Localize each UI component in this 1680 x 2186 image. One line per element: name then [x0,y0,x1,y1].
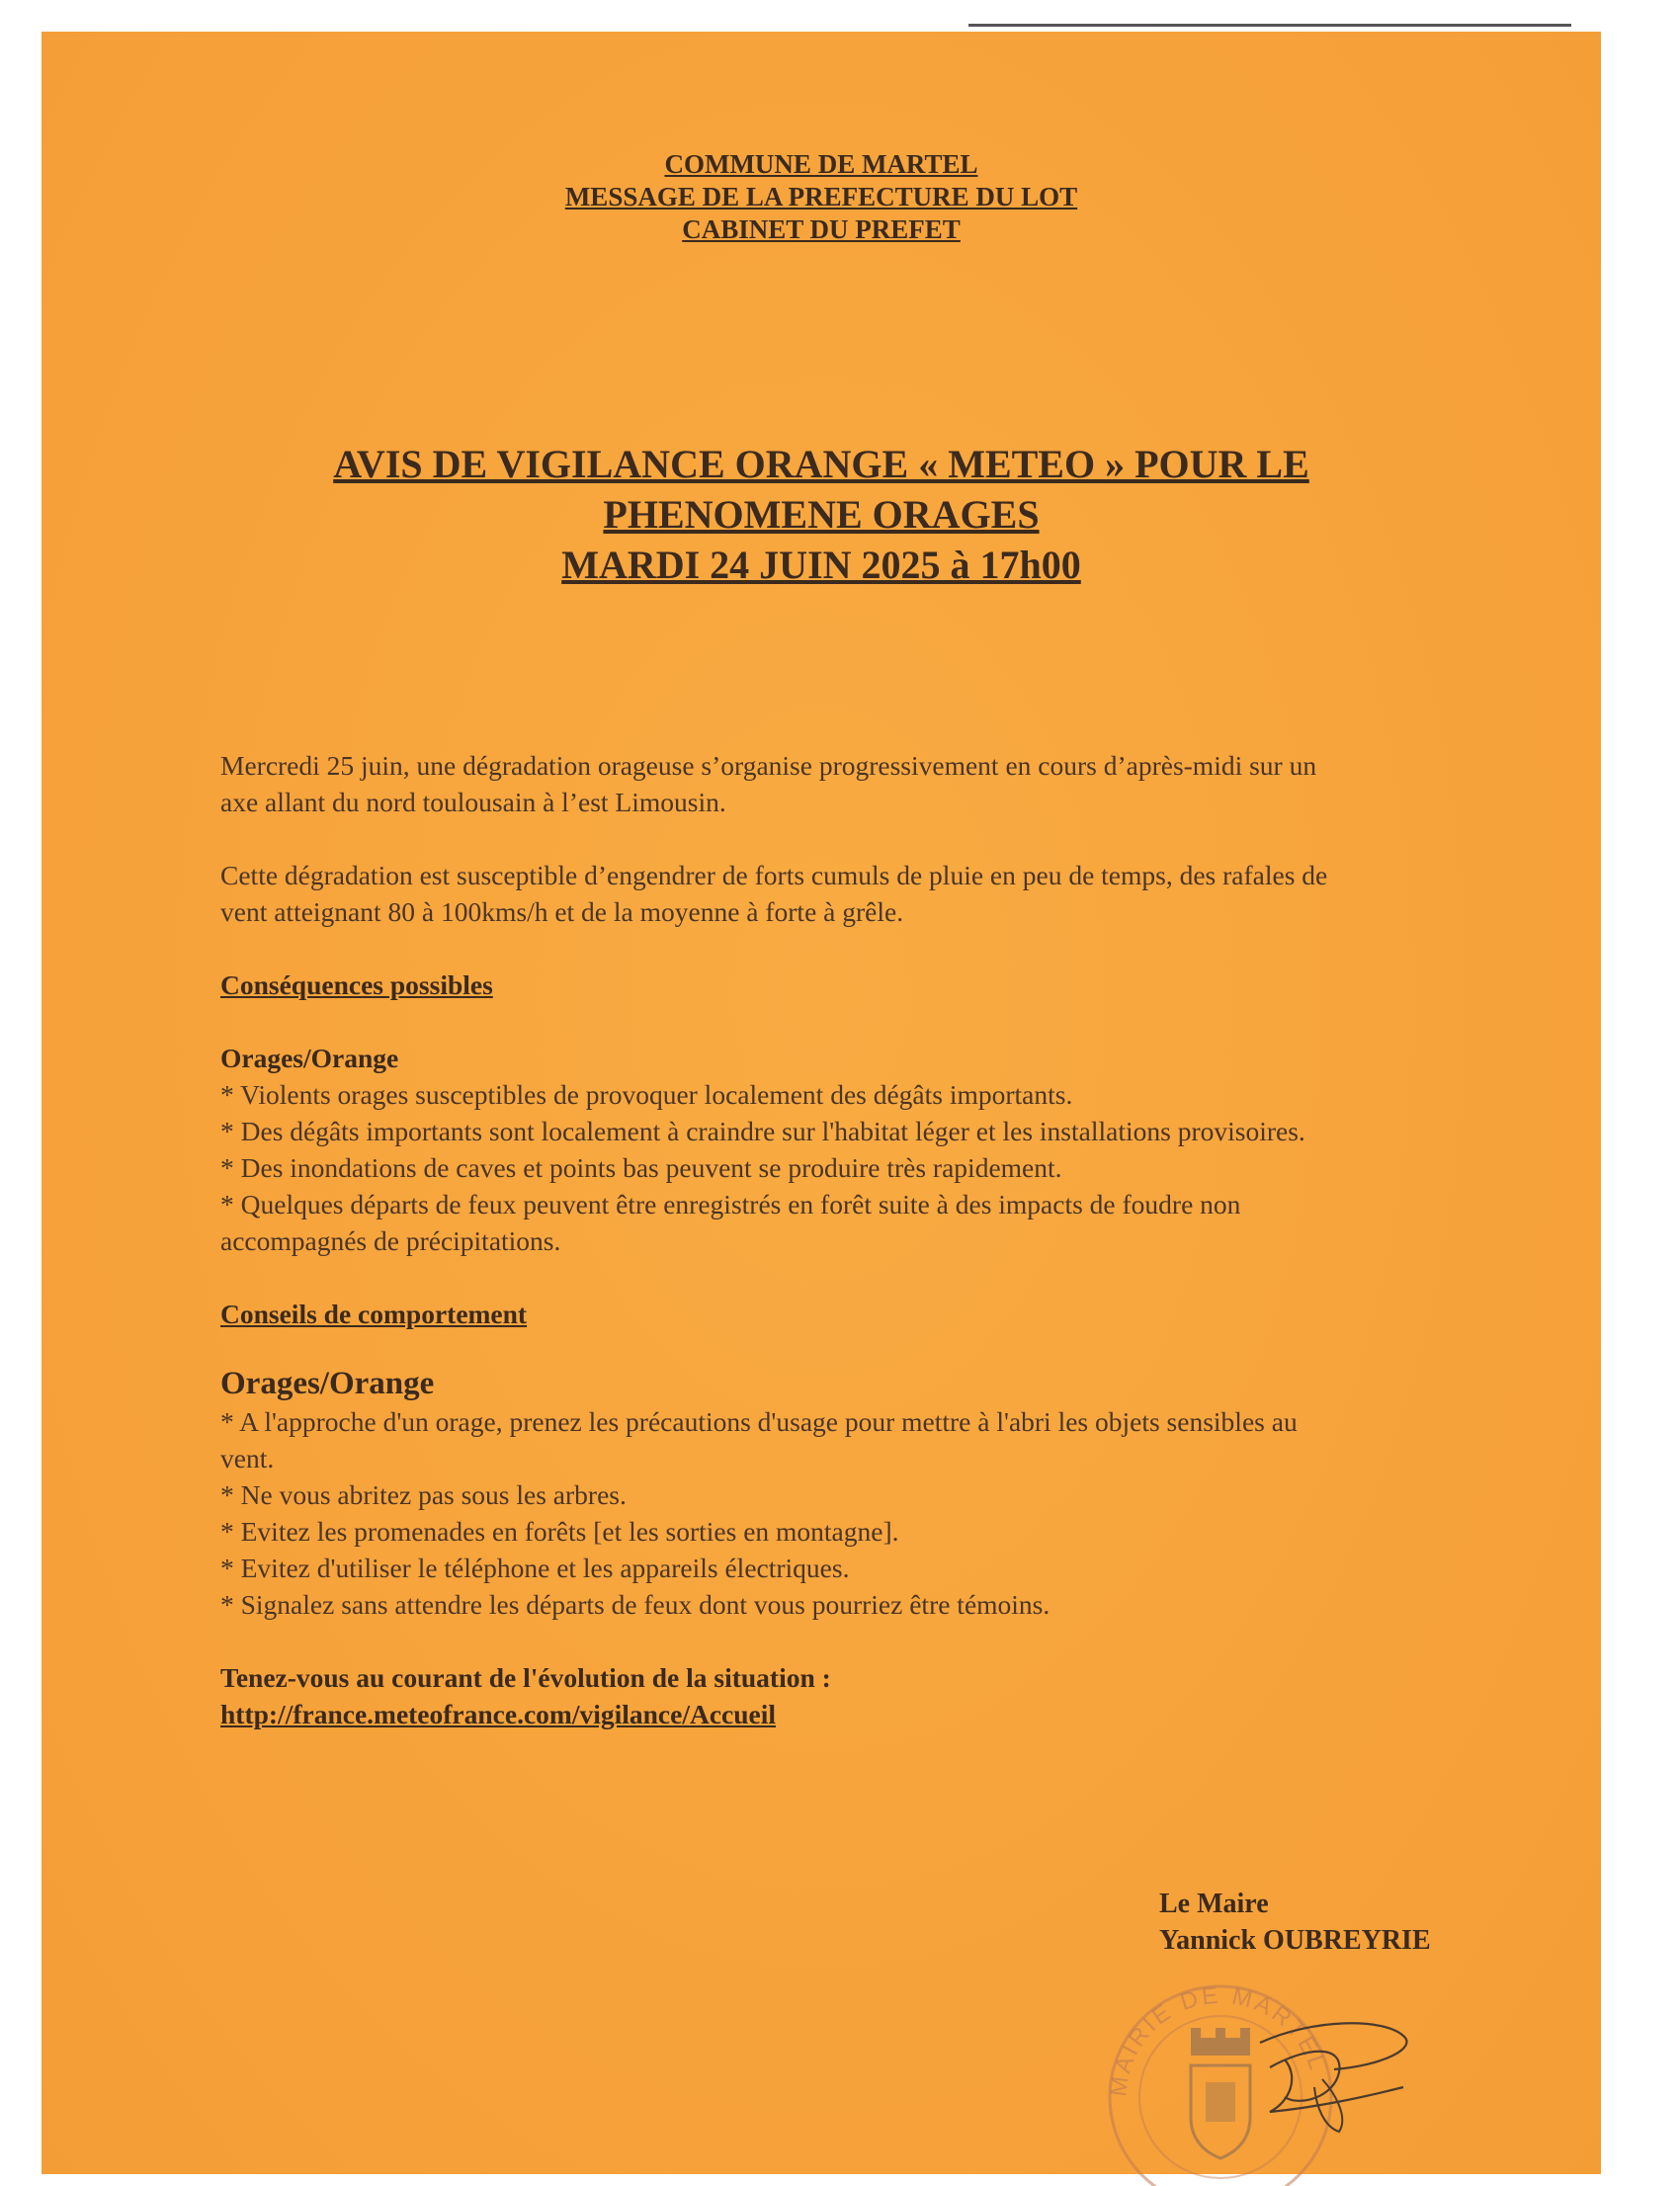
list-item: * Quelques départs de feux peuvent être enregistrés en forêt suite à des impacts de foudre non [220,1189,1241,1219]
advice-heading: Conseils de comportement [220,1299,528,1329]
title-line-3: MARDI 24 JUIN 2025 à 17h00 [561,543,1081,587]
consequences-list [220,1076,1574,1259]
document-body [220,747,1574,1732]
header-block [42,148,1601,246]
crown-icon [1191,2028,1250,2056]
stamp-text: MAIRIE DE MARTEL [1105,1981,1332,2098]
intro-paragraph-2 [220,857,1574,930]
list-item: * Violents orages susceptibles de provoquer localement des dégâts importants. [220,1079,1073,1110]
list-item: * A l'approche d'un orage, prenez les précautions d'usage pour mettre à l'abri les objets sensibles au [220,1406,1298,1437]
signature-scribble [1260,2023,1407,2132]
header-commune: COMMUNE DE MARTEL [664,149,978,179]
info-text: Tenez-vous au courant de l'évolution de la situation : [220,1662,831,1693]
mairie-stamp [1087,1949,1423,2186]
title-line-2: PHENOMENE ORAGES [603,492,1040,537]
list-item: * Ne vous abritez pas sous les arbres. [220,1479,627,1510]
coat-of-arms-icon [1191,2065,1250,2158]
list-item: * Evitez les promenades en forêts [et les sorties en montagne]. [220,1516,899,1547]
mayor-role: Le Maire [1159,1889,1269,1919]
signature-block [1159,1886,1431,1959]
list-item: accompagnés de précipitations. [220,1225,561,1256]
advice-subheading: Orages/Orange [220,1366,435,1401]
list-item: vent. [220,1443,275,1473]
scan-edge-line [968,24,1571,27]
list-item: * Des inondations de caves et points bas peuvent se produire très rapidement. [220,1152,1062,1183]
list-item: * Des dégâts importants sont localement à craindre sur l'habitat léger et les installations provisoires. [220,1116,1305,1146]
title-line-1: AVIS DE VIGILANCE ORANGE « METEO » POUR LE [333,442,1309,486]
consequences-heading: Conséquences possibles [220,969,493,1000]
intro-p1-line-2: axe allant du nord toulousain à l’est Limousin. [220,787,726,817]
intro-p2-line-1: Cette dégradation est susceptible d’engendrer de forts cumuls de pluie en peu de temps, des rafales de [220,860,1328,890]
mayor-name: Yannick OUBREYRIE [1159,1925,1431,1956]
intro-p1-line-1: Mercredi 25 juin, une dégradation orageuse s’organise progressivement en cours d’après-midi sur un [220,750,1317,781]
vigilance-link[interactable]: http://france.meteofrance.com/vigilance/Accueil [220,1699,777,1729]
intro-paragraph-1 [220,747,1574,820]
header-cabinet: CABINET DU PREFET [682,214,961,244]
header-prefecture: MESSAGE DE LA PREFECTURE DU LOT [564,182,1078,211]
list-item: * Evitez d'utiliser le téléphone et les appareils électriques. [220,1553,850,1583]
list-item: * Signalez sans attendre les départs de feux dont vous pourriez être témoins. [220,1589,1050,1620]
intro-p2-line-2: vent atteignant 80 à 100kms/h et de la moyenne à forte à grêle. [220,896,904,927]
advice-list [220,1403,1574,1623]
consequences-subheading: Orages/Orange [220,1043,399,1073]
document-title [42,439,1601,590]
document-page [42,32,1601,2174]
